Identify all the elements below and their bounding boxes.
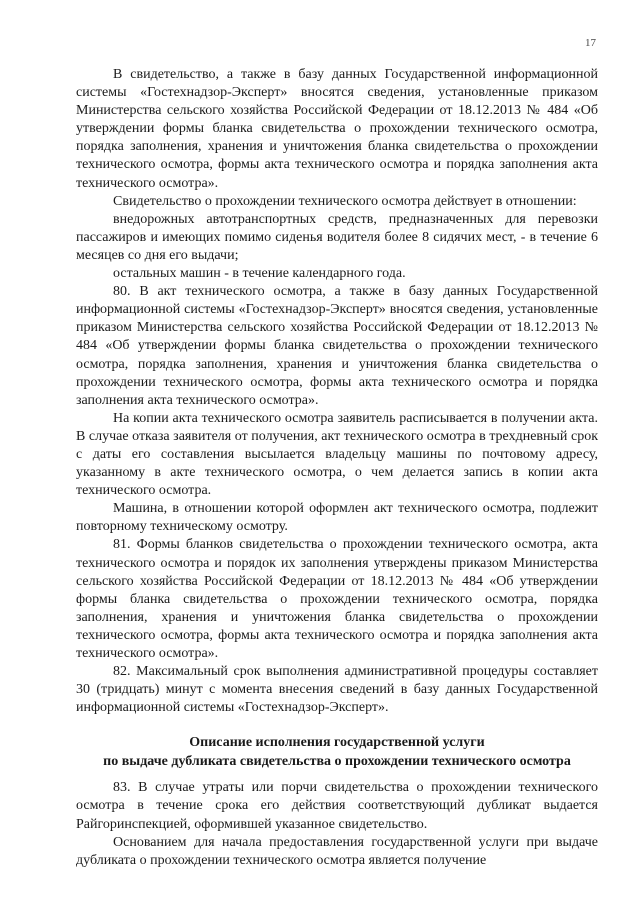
document-body: [76, 66, 598, 870]
section-heading: [76, 733, 598, 771]
paragraph-80: 80. В акт технического осмотра, а также в базу данных Государственной информационной системы «Гостехнадзор-Эксперт» вносятся сведения, установленные приказом Министерства сельского хозяйства Российской Федерации от 18.12.2013 № 484 «Об утверждении формы бланка свидетельства о прохождении технического осмотра, порядка заполнения, хранения и уничтожения бланка свидетельства о прохождении технического осмотра, формы акта технического осмотра и порядка заполнения акта технического осмотра».: [76, 284, 598, 408]
paragraph-validity-intro: Свидетельство о прохождении технического осмотра действует в отношении:: [113, 193, 577, 209]
page-number: 17: [585, 37, 596, 49]
paragraph-validity-offroad: внедорожных автотранспортных средств, предназначенных для перевозки пассажиров и имеющих помимо сиденья водителя более 8 сидячих мест, - в течение 6 месяцев со дня его выдачи;: [76, 211, 598, 263]
section-heading-line2: по выдаче дубликата свидетельства о прохождении технического осмотра: [103, 754, 571, 770]
paragraph-duplicate-basis: Основанием для начала предоставления государственной услуги при выдаче дубликата о прохождении технического осмотра является получение: [76, 834, 598, 868]
paragraph-83: 83. В случае утраты или порчи свидетельства о прохождении технического осмотра в течение срока его действия соответствующий дубликат выдается Райгоринспекцией, оформившей указанное свидетельство.: [76, 780, 598, 832]
paragraph-act-copy: На копии акта технического осмотра заявитель расписывается в получении акта. В случае отказа заявителя от получения, акт технического осмотра в трехдневный срок с даты его составления высылается владельцу машины по почтовому адресу, указанному в акте технического осмотра, о чем делается запись в копии акта технического осмотра.: [76, 410, 598, 499]
section-heading-line1: Описание исполнения государственной услуги: [189, 735, 485, 751]
paragraph-repeat-inspection: Машина, в отношении которой оформлен акт технического осмотра, подлежит повторному техническому осмотру.: [76, 501, 598, 535]
paragraph-validity-other: остальных машин - в течение календарного года.: [113, 266, 406, 282]
paragraph-certificate-data: В свидетельство, а также в базу данных Государственной информационной системы «Гостехнадзор-Эксперт» вносятся сведения, установленные приказом Министерства сельского хозяйства Российской Федерации от 18.12.2013 № 484 «Об утверждении формы бланка свидетельства о прохождении технического осмотра, порядка заполнения, хранения и уничтожения бланка свидетельства о прохождении технического осмотра, формы акта технического осмотра и порядка заполнения акта технического осмотра».: [76, 67, 598, 191]
paragraph-81: 81. Формы бланков свидетельства о прохождении технического осмотра, акта технического осмотра и порядок их заполнения утверждены приказом Министерства сельского хозяйства Российской Федерации от 18.12.2013 № 484 «Об утверждении формы бланка свидетельства о прохождении технического осмотра, порядка заполнения, хранения и уничтожения бланка свидетельства о прохождении технического осмотра, формы акта технического осмотра и порядка заполнения акта технического осмотра».: [76, 537, 598, 661]
paragraph-82: 82. Максимальный срок выполнения административной процедуры составляет 30 (тридцать) минут с момента внесения сведений в базу данных Государственной информационной системы «Гостехнадзор-Эксперт».: [76, 664, 598, 716]
